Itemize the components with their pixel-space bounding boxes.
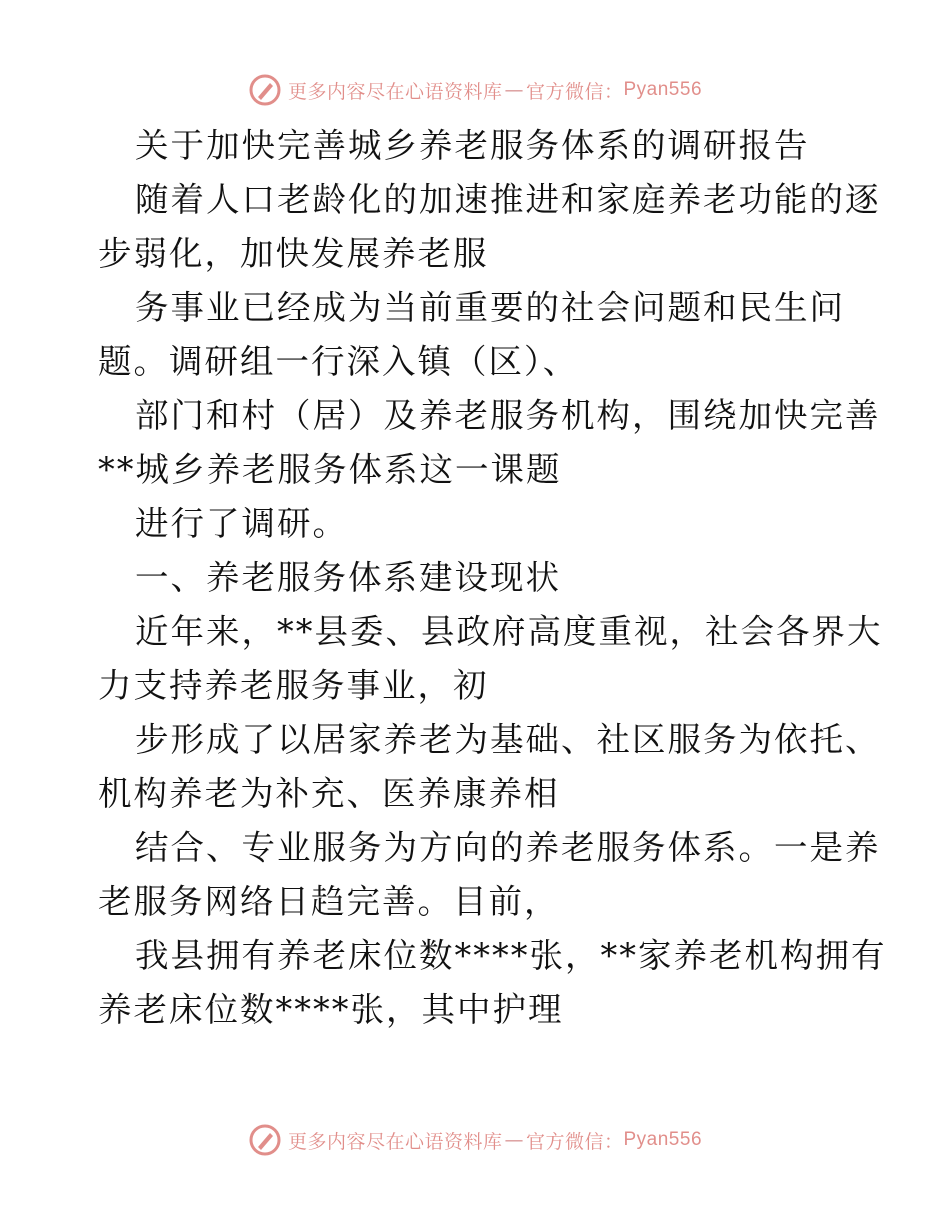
text-line: 进行了调研。 [135, 504, 348, 543]
document-body [0, 119, 950, 1037]
watermark-label: 官方微信： [525, 80, 624, 103]
header-watermark [0, 70, 950, 110]
text-line: 养老床位数****张，其中护理 [98, 990, 564, 1029]
text-line: 我县拥有养老床位数****张，**家养老机构拥有 [135, 936, 887, 975]
watermark-site: 更多内容尽在心语资料库 [287, 1130, 503, 1153]
text-line: 机构养老为补充、医养康养相 [98, 774, 560, 813]
text-line: 步弱化，加快发展养老服 [98, 234, 489, 273]
text-line: 老服务网络日趋完善。目前， [98, 882, 560, 921]
text-line: 随着人口老龄化的加速推进和家庭养老功能的逐 [135, 180, 881, 219]
text-line: **城乡养老服务体系这一课题 [98, 450, 562, 489]
section-heading: 一、养老服务体系建设现状 [135, 558, 561, 597]
text-line: 务事业已经成为当前重要的社会问题和民生问 [135, 288, 845, 327]
watermark-separator: — [504, 79, 524, 101]
quill-logo-icon [248, 73, 282, 107]
text-line: 结合、专业服务为方向的养老服务体系。一是养 [135, 828, 881, 867]
text-line: 题。调研组一行深入镇（区）、 [98, 342, 579, 381]
document-title: 关于加快完善城乡养老服务体系的调研报告 [135, 126, 810, 165]
quill-logo-icon [248, 1123, 282, 1157]
watermark-label: 官方微信： [525, 1130, 624, 1153]
watermark-site: 更多内容尽在心语资料库 [287, 80, 503, 103]
watermark-separator: — [504, 1129, 524, 1151]
text-line: 部门和村（居）及养老服务机构，围绕加快完善 [135, 396, 881, 435]
watermark-id: Pyan556 [623, 79, 703, 100]
text-line: 力支持养老服务事业，初 [98, 666, 489, 705]
text-line: 步形成了以居家养老为基础、社区服务为依托、 [135, 720, 881, 759]
footer-watermark [0, 1120, 950, 1160]
text-line: 近年来，**县委、县政府高度重视，社会各界大 [135, 612, 883, 651]
watermark-id: Pyan556 [623, 1129, 703, 1150]
